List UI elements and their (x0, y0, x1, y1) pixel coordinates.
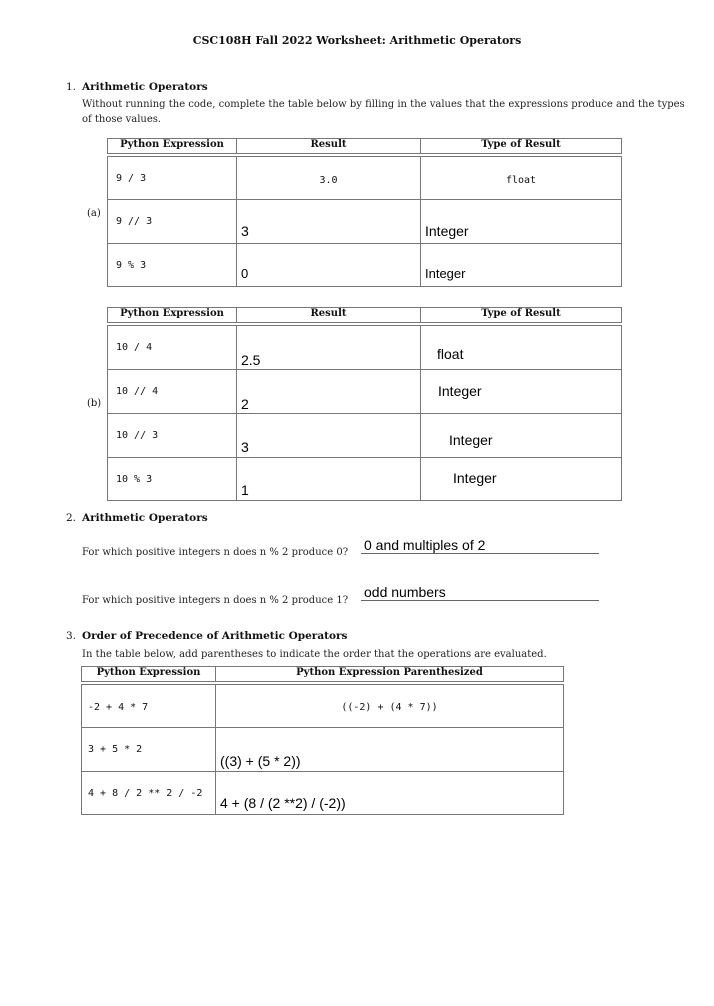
q2-question-one: For which positive integers n does n % 2 produce 1? (82, 595, 349, 606)
expression-cell: 10 // 3 (116, 430, 159, 441)
answer-one-field[interactable]: odd numbers (364, 584, 446, 600)
q3-instructions: In the table below, add parentheses to indicate the order that the operations are evaluated. (82, 649, 547, 660)
answer-zero-field[interactable]: 0 and multiples of 2 (364, 537, 486, 553)
header-result: Result (237, 139, 421, 154)
expression-cell: 4 + 8 / 2 ** 2 / -2 (88, 788, 203, 799)
type-answer[interactable]: Integer (449, 432, 493, 448)
answer-line-one (361, 600, 599, 601)
header-parenthesized: Python Expression Parenthesized (216, 667, 564, 682)
type-answer[interactable]: Integer (425, 223, 469, 239)
result-answer[interactable]: 3 (241, 223, 249, 239)
table-precedence (81, 666, 564, 815)
expression-cell: 10 / 4 (116, 342, 153, 353)
expression-cell: 9 // 3 (116, 216, 153, 227)
expression-cell: 9 % 3 (116, 260, 147, 271)
q1-title: Arithmetic Operators (82, 81, 208, 93)
result-answer[interactable]: 3 (241, 439, 249, 455)
q2-question-zero: For which positive integers n does n % 2 produce 0? (82, 547, 349, 558)
header-result: Result (237, 308, 421, 323)
table-b (107, 307, 622, 501)
q3-title: Order of Precedence of Arithmetic Operators (82, 630, 348, 642)
q3-number: 3. (66, 630, 77, 642)
expression-cell: 10 % 3 (116, 474, 153, 485)
type-answer[interactable]: Integer (438, 383, 482, 399)
header-type-of-result: Type of Result (421, 139, 622, 154)
expression-cell: -2 + 4 * 7 (88, 702, 149, 713)
page-title: CSC108H Fall 2022 Worksheet: Arithmetic Operators (192, 34, 522, 47)
result-answer[interactable]: 1 (241, 482, 249, 498)
expression-cell: 10 // 4 (116, 386, 159, 397)
q1-number: 1. (66, 81, 77, 93)
parenthesized-answer[interactable]: 4 + (8 / (2 **2) / (-2)) (220, 795, 346, 811)
result-answer[interactable]: 0 (241, 266, 249, 281)
answer-line-zero (361, 553, 599, 554)
q1-instructions: Without running the code, complete the table below by filling in the values that the expressions produce and the types of those values. (82, 99, 685, 125)
type-answer[interactable]: Integer (425, 266, 466, 281)
expression-cell: 9 / 3 (116, 173, 147, 184)
header-python-expression: Python Expression (108, 308, 237, 323)
result-answer[interactable]: 2.5 (241, 352, 261, 368)
type-cell: float (505, 175, 537, 186)
expression-cell: 3 + 5 * 2 (88, 744, 143, 755)
result-answer[interactable]: 2 (241, 396, 249, 412)
type-answer[interactable]: Integer (453, 470, 497, 486)
header-type-of-result: Type of Result (421, 308, 622, 323)
header-python-expression: Python Expression (108, 139, 237, 154)
header-python-expression: Python Expression (82, 667, 216, 682)
type-answer[interactable]: float (437, 346, 464, 362)
result-cell: 3.0 (319, 175, 338, 186)
part-b-label: (b) (87, 398, 102, 409)
q2-number: 2. (66, 512, 77, 524)
part-a-label: (a) (87, 208, 101, 219)
table-a (107, 138, 622, 287)
q2-title: Arithmetic Operators (82, 512, 208, 524)
parenthesized-cell: ((-2) + (4 * 7)) (341, 702, 438, 713)
parenthesized-answer[interactable]: ((3) + (5 * 2)) (220, 753, 301, 769)
